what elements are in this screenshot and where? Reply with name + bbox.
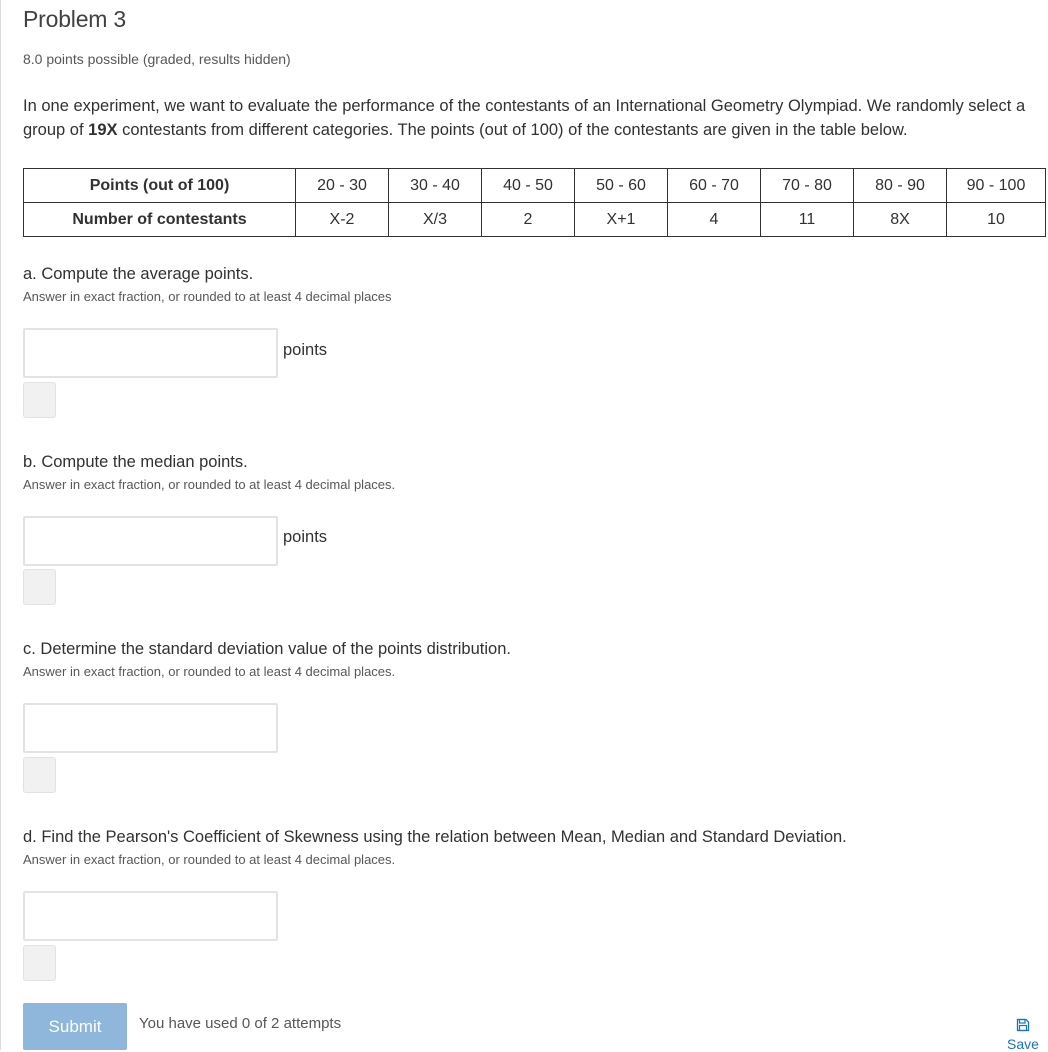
answer-d-input[interactable]	[23, 891, 278, 941]
range-cell: 30 - 40	[389, 169, 482, 203]
answer-c-input[interactable]	[23, 703, 278, 753]
answer-b-unit: points	[283, 528, 328, 546]
count-cell: X/3	[389, 203, 482, 237]
range-cell: 60 - 70	[668, 169, 761, 203]
problem-statement	[23, 94, 1048, 142]
question-d-title: d. Find the Pearson's Coefficient of Skewness using the relation between Mean, Median and Standard Deviation.	[23, 828, 847, 846]
intro-bold-count: 19X	[88, 121, 118, 139]
answer-d-status	[23, 945, 56, 981]
answer-b-status	[23, 569, 56, 605]
question-b-title: b. Compute the median points.	[23, 453, 248, 471]
count-cell: 2	[482, 203, 575, 237]
answer-a-input[interactable]	[23, 328, 278, 378]
save-label: Save	[1007, 1036, 1039, 1052]
question-a-hint: Answer in exact fraction, or rounded to at least 4 decimal places	[23, 289, 392, 304]
save-button[interactable]	[1003, 1018, 1043, 1052]
count-cell: 11	[761, 203, 854, 237]
problem-title: Problem 3	[23, 6, 127, 32]
count-cell: 8X	[854, 203, 947, 237]
answer-b-input[interactable]	[23, 516, 278, 566]
attempts-counter: You have used 0 of 2 attempts	[139, 1015, 342, 1032]
left-border	[0, 0, 1, 1050]
count-cell: 10	[947, 203, 1046, 237]
count-cell: X+1	[575, 203, 668, 237]
points-possible: 8.0 points possible (graded, results hidden)	[23, 51, 291, 67]
table-row-counts	[24, 203, 1046, 237]
count-cell: 4	[668, 203, 761, 237]
range-cell: 80 - 90	[854, 169, 947, 203]
row-header-contestants: Number of contestants	[24, 203, 296, 237]
submit-button[interactable]: Submit	[23, 1003, 127, 1050]
answer-a-unit: points	[283, 341, 328, 359]
range-cell: 40 - 50	[482, 169, 575, 203]
intro-text-2: contestants from different categories. The points (out of 100) of the contestants are given in the table below.	[117, 121, 908, 139]
answer-a-status	[23, 382, 56, 418]
range-cell: 20 - 30	[296, 169, 389, 203]
question-a-title: a. Compute the average points.	[23, 265, 254, 283]
question-d-hint: Answer in exact fraction, or rounded to at least 4 decimal places.	[23, 852, 396, 867]
range-cell: 90 - 100	[947, 169, 1046, 203]
floppy-disk-icon	[1016, 1018, 1030, 1032]
row-header-points: Points (out of 100)	[24, 169, 296, 203]
count-cell: X-2	[296, 203, 389, 237]
intro-text-1: In one experiment, we want to evaluate the performance of the contestants of an International Geometry Olympiad. We randomly select a group of	[23, 97, 1026, 139]
question-c-hint: Answer in exact fraction, or rounded to at least 4 decimal places.	[23, 664, 396, 679]
answer-c-status	[23, 757, 56, 793]
question-c-title: c. Determine the standard deviation value of the points distribution.	[23, 640, 511, 658]
table-row-points	[24, 169, 1046, 203]
range-cell: 50 - 60	[575, 169, 668, 203]
question-b-hint: Answer in exact fraction, or rounded to at least 4 decimal places.	[23, 477, 396, 492]
frequency-table	[23, 168, 1046, 237]
range-cell: 70 - 80	[761, 169, 854, 203]
